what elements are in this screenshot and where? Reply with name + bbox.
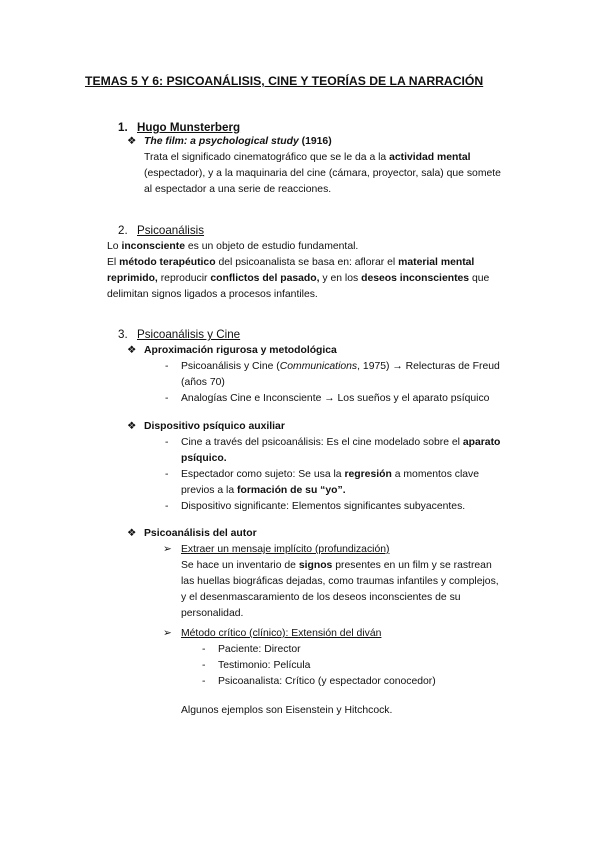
subsection-b-item-1: Cine a través del psicoanálisis: Es el cine modelado sobre el aparato xyxy=(181,437,501,448)
section-3-heading: Psicoanálisis y Cine xyxy=(137,328,241,341)
arrow-bullet-icon: ➢ xyxy=(163,628,172,639)
subsection-c2-item-3: Psicoanalista: Crítico (y espectador conocedor) xyxy=(218,676,436,687)
diamond-bullet-icon: ❖ xyxy=(127,528,137,539)
subsection-c2-item-2: Testimonio: Película xyxy=(218,660,311,671)
dash-marker: - xyxy=(165,361,169,372)
section-2-heading: Psicoanálisis xyxy=(137,224,205,237)
section-2-line-4: delimitan signos ligados a procesos infantiles. xyxy=(107,289,318,300)
dash-marker: - xyxy=(165,393,169,404)
subsection-b-item-1-cont: psíquico. xyxy=(181,453,227,464)
subsection-b-item-2: Espectador como sujeto: Se usa la regresión a momentos clave xyxy=(181,469,480,480)
subsection-c2-title: Método crítico (clínico): Extensión del diván xyxy=(181,628,382,639)
dash-marker: - xyxy=(165,469,169,480)
section-1-bullet: The film: a psychological study (1916) xyxy=(144,136,332,147)
section-3-number: 3. xyxy=(118,328,128,341)
section-2-number: 2. xyxy=(118,224,128,237)
subsection-b-item-2-cont: previos a la formación de su “yo”. xyxy=(181,485,346,496)
arrow-bullet-icon: ➢ xyxy=(163,544,172,555)
subsection-c1-line-1: Se hace un inventario de signos presentes en un film y se rastrean xyxy=(181,560,492,571)
diamond-bullet-icon: ❖ xyxy=(127,421,137,432)
subsection-a-item-1: Psicoanálisis y Cine (Communications, 1975) → Relecturas de Freud xyxy=(181,361,500,372)
subsection-a-item-2: Analogías Cine e Inconsciente → Los sueños y el aparato psíquico xyxy=(181,393,490,404)
closing-note: Algunos ejemplos son Eisenstein y Hitchcock. xyxy=(181,705,393,716)
section-2-line-3: reprimido, reproducir conflictos del pasado, y en los deseos inconscientes que xyxy=(107,273,490,284)
dash-marker: - xyxy=(202,660,206,671)
subsection-c1-line-2: las huellas biográficas dejadas, como traumas infantiles y complejos, xyxy=(181,576,499,587)
section-1-heading: Hugo Munsterberg xyxy=(137,121,241,134)
subsection-b-item-3: Dispositivo significante: Elementos significantes subyacentes. xyxy=(181,501,466,512)
dash-marker: - xyxy=(165,437,169,448)
section-1-line-3: al espectador a una serie de reacciones. xyxy=(144,184,332,195)
section-1-line-1: Trata el significado cinematográfico que se le da a la actividad mental xyxy=(144,152,471,163)
subsection-a-title: Aproximación rigurosa y metodológica xyxy=(144,345,337,356)
diamond-bullet-icon: ❖ xyxy=(127,345,137,356)
document-title: TEMAS 5 Y 6: PSICOANÁLISIS, CINE Y TEORÍAS DE LA NARRACIÓN xyxy=(85,74,484,88)
section-2-line-1: Lo inconsciente es un objeto de estudio fundamental. xyxy=(107,241,359,252)
subsection-c1-line-4: personalidad. xyxy=(181,608,244,619)
section-1-number: 1. xyxy=(118,121,128,134)
subsection-c-title: Psicoanálisis del autor xyxy=(144,528,257,539)
dash-marker: - xyxy=(202,676,206,687)
subsection-c1-title: Extraer un mensaje implícito (profundización) xyxy=(181,544,390,555)
dash-marker: - xyxy=(165,501,169,512)
diamond-bullet-icon: ❖ xyxy=(127,136,137,147)
subsection-b-title: Dispositivo psíquico auxiliar xyxy=(144,421,285,432)
dash-marker: - xyxy=(202,644,206,655)
subsection-c2-item-1: Paciente: Director xyxy=(218,644,301,655)
subsection-a-item-1-cont: (años 70) xyxy=(181,377,225,388)
section-1-line-2: (espectador), y a la maquinaria del cine (cámara, proyector, sala) que somete xyxy=(144,168,501,179)
subsection-c1-line-3: y el desenmascaramiento de los deseos inconscientes de su xyxy=(181,592,461,603)
section-2-line-2: El método terapéutico del psicoanalista se basa en: aflorar el material mental xyxy=(107,257,475,268)
